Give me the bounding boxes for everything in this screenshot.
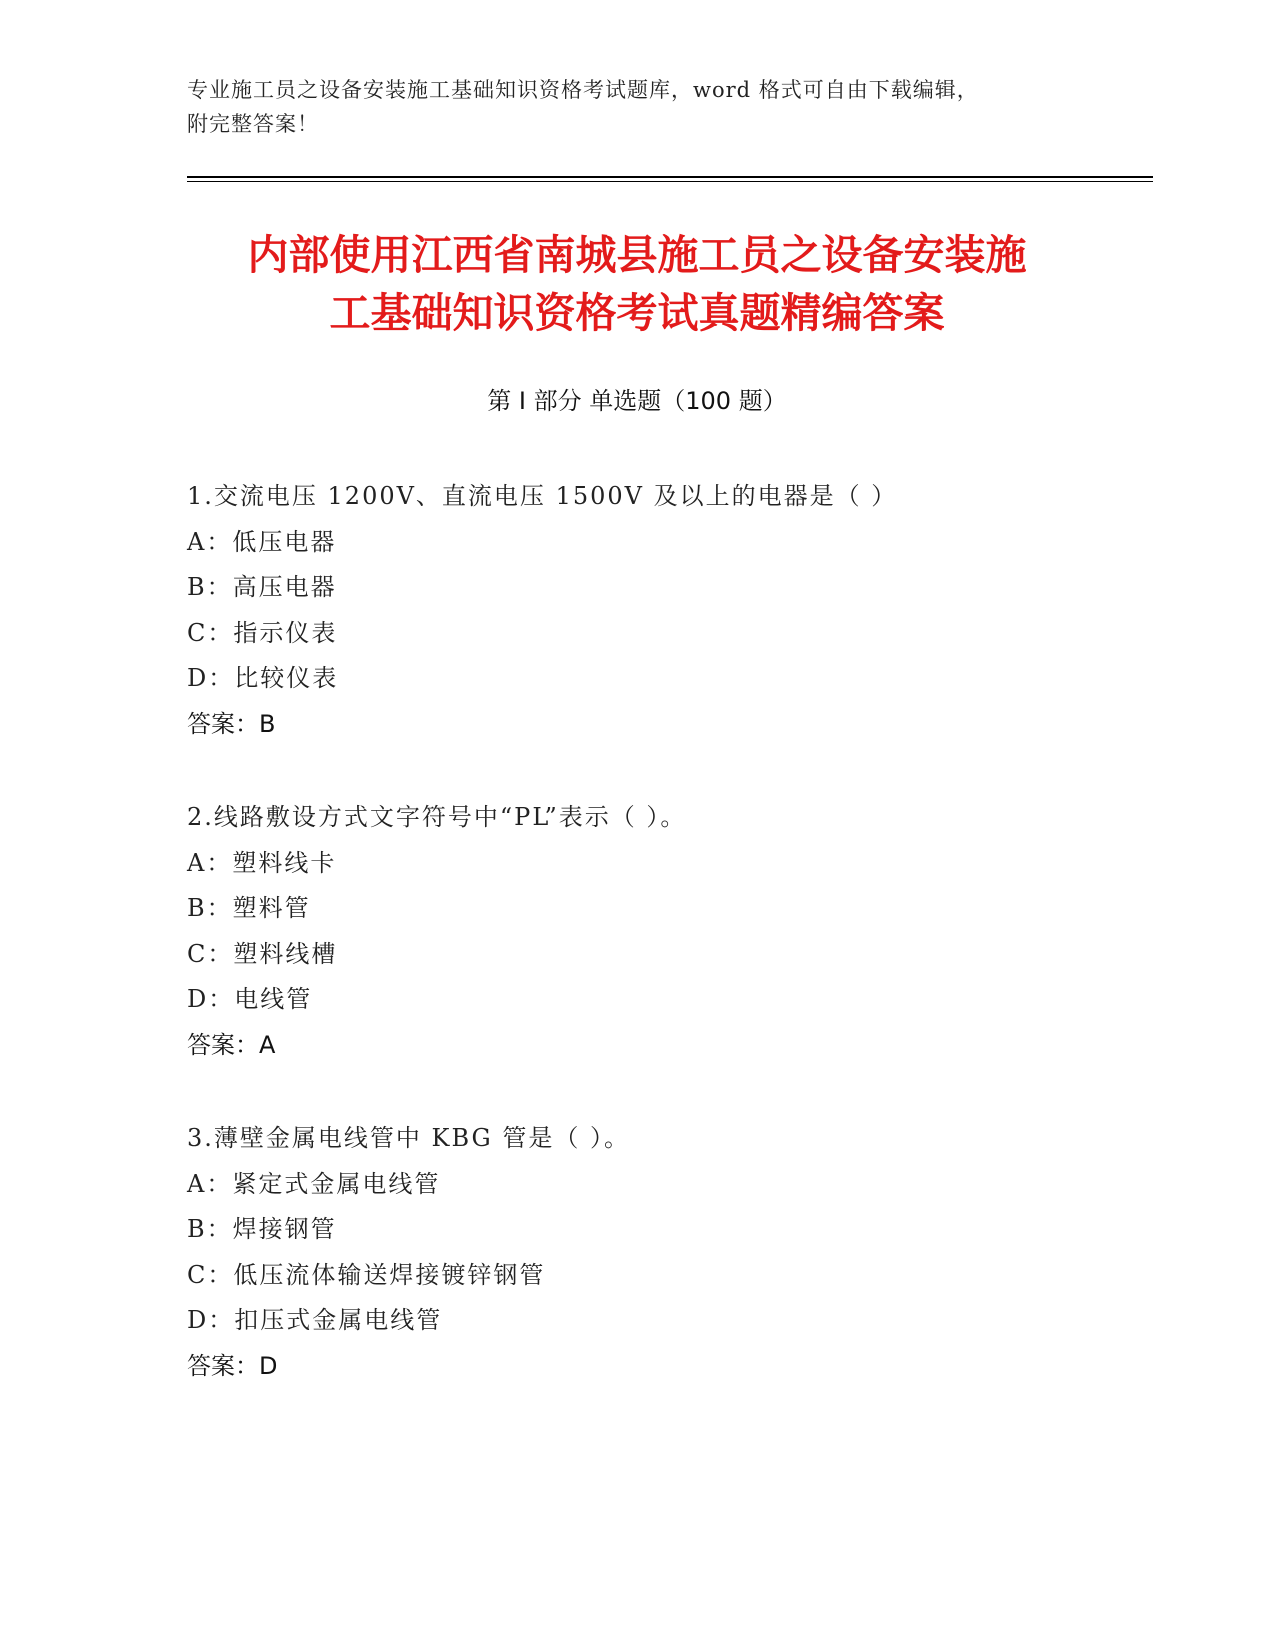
question-item: [187, 795, 1153, 1068]
option-a: A：低压电器: [187, 527, 337, 556]
option-a: A：紧定式金属电线管: [187, 1169, 441, 1198]
document-title-line-1: 内部使用江西省南城县施工员之设备安装施: [247, 231, 1027, 279]
header-rule-thick: [187, 176, 1153, 178]
option-c: C：指示仪表: [187, 618, 338, 647]
document-title: [187, 226, 1087, 342]
document-title-line-2: 工基础知识资格考试真题精编答案: [329, 289, 945, 337]
answer-line: 答案：D: [187, 1351, 278, 1380]
option-b: B：高压电器: [187, 573, 337, 601]
question-item: [187, 474, 1153, 747]
option-c: C：低压流体输送焊接镀锌钢管: [187, 1260, 546, 1289]
option-c: C：塑料线槽: [187, 939, 338, 968]
section-title: 第 I 部分 单选题（100 题）: [487, 387, 787, 415]
question-stem: 3.薄壁金属电线管中 KBG 管是（ ）。: [187, 1124, 630, 1152]
header-note-line-1: 专业施工员之设备安装施工基础知识资格考试题库，word 格式可自由下载编辑，: [187, 78, 979, 102]
option-d: D：比较仪表: [187, 664, 339, 692]
question-list: [187, 474, 1153, 1437]
header-note-line-2: 附完整答案！: [187, 112, 319, 136]
question-item: [187, 1116, 1153, 1389]
header-rule-thin: [187, 181, 1153, 182]
header-note: [187, 73, 1087, 141]
option-b: B：塑料管: [187, 894, 311, 922]
option-a: A：塑料线卡: [187, 848, 337, 877]
option-b: B：焊接钢管: [187, 1215, 337, 1243]
option-d: D：扣压式金属电线管: [187, 1306, 443, 1334]
question-stem: 2.线路敷设方式文字符号中“PL”表示（ ）。: [187, 803, 687, 831]
answer-line: 答案：B: [187, 709, 276, 738]
option-d: D：电线管: [187, 985, 313, 1013]
question-stem: 1.交流电压 1200V、直流电压 1500V 及以上的电器是（ ）: [187, 482, 898, 510]
answer-line: 答案：A: [187, 1030, 276, 1059]
